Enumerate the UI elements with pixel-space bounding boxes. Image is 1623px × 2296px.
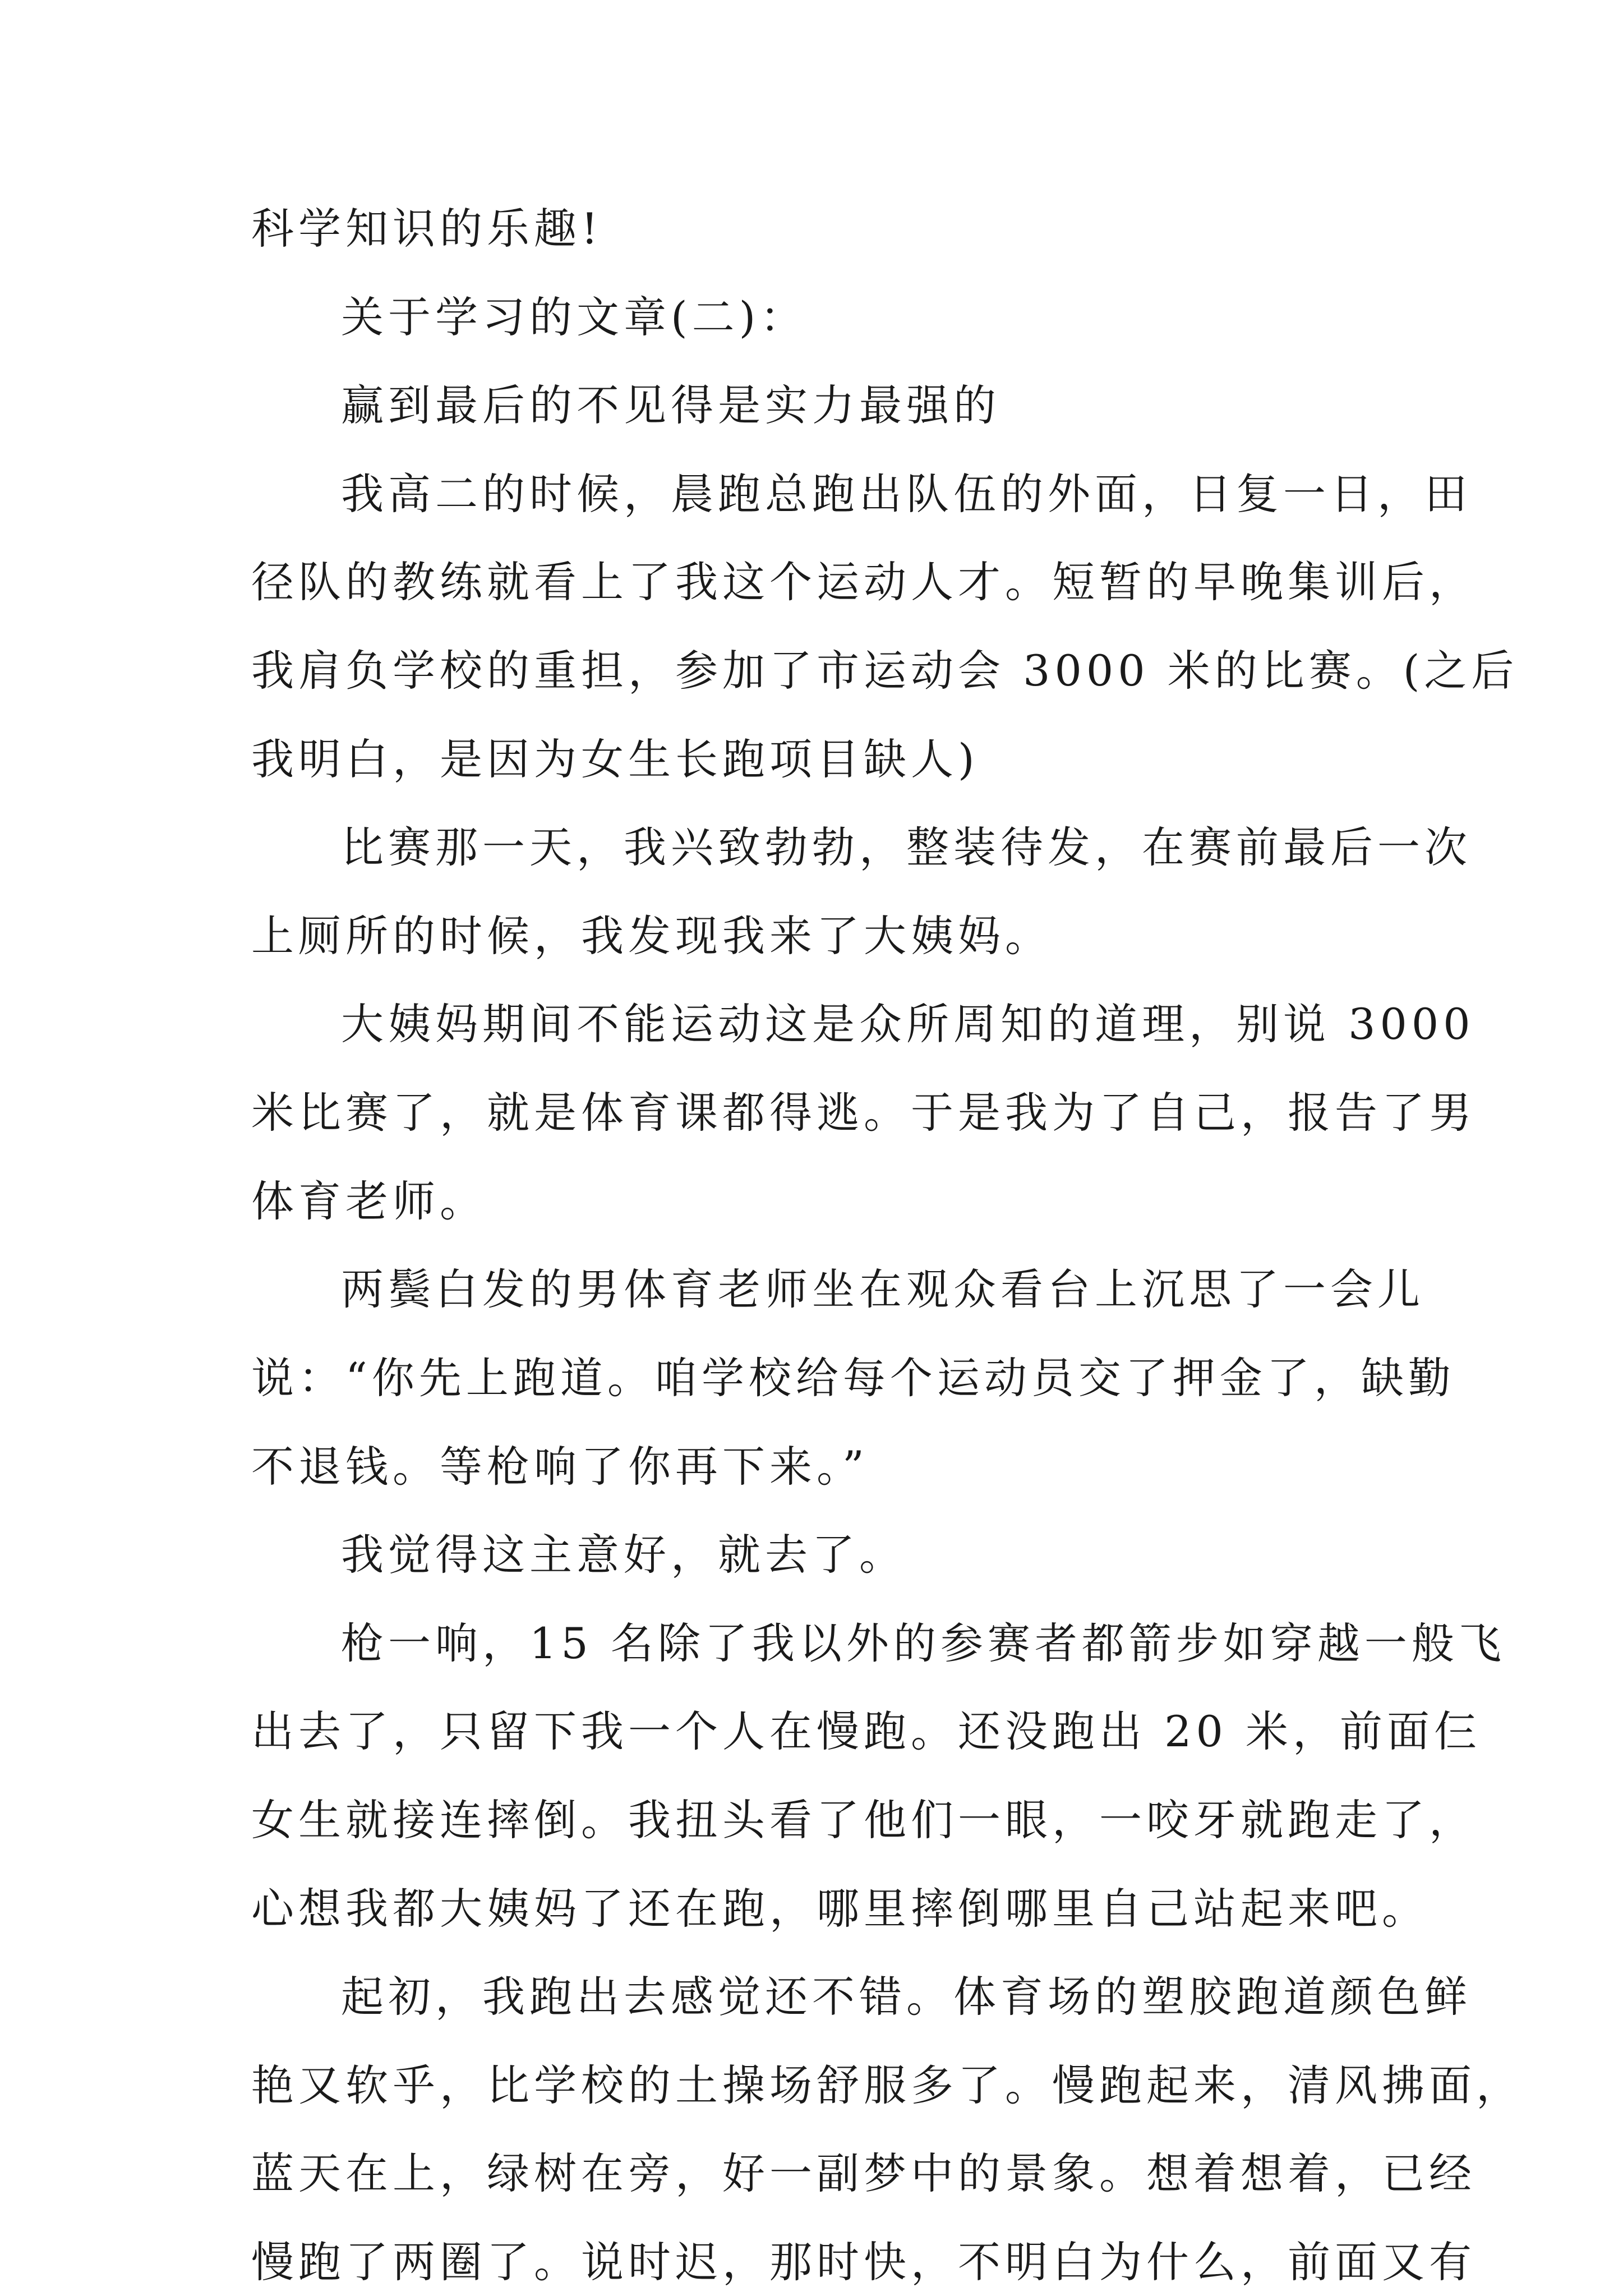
text-line: 关于学习的文章(二)： bbox=[341, 292, 808, 342]
text-line: 我肩负学校的重担，参加了市运动会 3000 米的比赛。(之后 bbox=[251, 646, 1519, 696]
text-line: 艳又软乎，比学校的土操场舒服多了。慢跑起来，清风拂面， bbox=[251, 2060, 1523, 2110]
text-line: 慢跑了两圈了。说时迟，那时快，不明白为什么，前面又有 bbox=[251, 2237, 1476, 2287]
text-line: 女生就接连摔倒。我扭头看了他们一眼，一咬牙就跑走了， bbox=[251, 1795, 1476, 1845]
text-line: 我高二的时候，晨跑总跑出队伍的外面，日复一日，田 bbox=[341, 469, 1472, 519]
text-line: 枪一响，15 名除了我以外的参赛者都箭步如穿越一般飞 bbox=[341, 1618, 1506, 1668]
text-line: 起初，我跑出去感觉还不错。体育场的塑胶跑道颜色鲜 bbox=[341, 1972, 1472, 2022]
text-line: 体育老师。 bbox=[251, 1176, 487, 1226]
text-line: 米比赛了，就是体育课都得逃。于是我为了自己，报告了男 bbox=[251, 1088, 1476, 1138]
text-line: 上厕所的时候，我发现我来了大姨妈。 bbox=[251, 911, 1052, 961]
text-line: 我觉得这主意好，就去了。 bbox=[341, 1530, 906, 1580]
text-line: 大姨妈期间不能运动这是众所周知的道理，别说 3000 bbox=[341, 999, 1475, 1049]
text-line: 科学知识的乐趣! bbox=[251, 204, 603, 254]
text-line: 不退钱。等枪响了你再下来。” bbox=[251, 1442, 869, 1492]
text-line: 心想我都大姨妈了还在跑，哪里摔倒哪里自己站起来吧。 bbox=[251, 1884, 1429, 1934]
text-line: 我明白，是因为女生长跑项目缺人) bbox=[251, 734, 979, 784]
text-line: 出去了，只留下我一个人在慢跑。还没跑出 20 米，前面仨 bbox=[251, 1706, 1482, 1756]
text-line: 比赛那一天，我兴致勃勃，整装待发，在赛前最后一次 bbox=[341, 822, 1472, 872]
text-line: 说：“你先上跑道。咱学校给每个运动员交了押金了，缺勤 bbox=[251, 1353, 1455, 1403]
text-line: 径队的教练就看上了我这个运动人才。短暂的早晚集训后， bbox=[251, 557, 1476, 607]
text-line: 两鬓白发的男体育老师坐在观众看台上沉思了一会儿 bbox=[341, 1264, 1424, 1314]
article-title: 赢到最后的不见得是实力最强的 bbox=[341, 380, 1000, 430]
text-line: 蓝天在上，绿树在旁，好一副梦中的景象。想着想着，已经 bbox=[251, 2148, 1476, 2198]
